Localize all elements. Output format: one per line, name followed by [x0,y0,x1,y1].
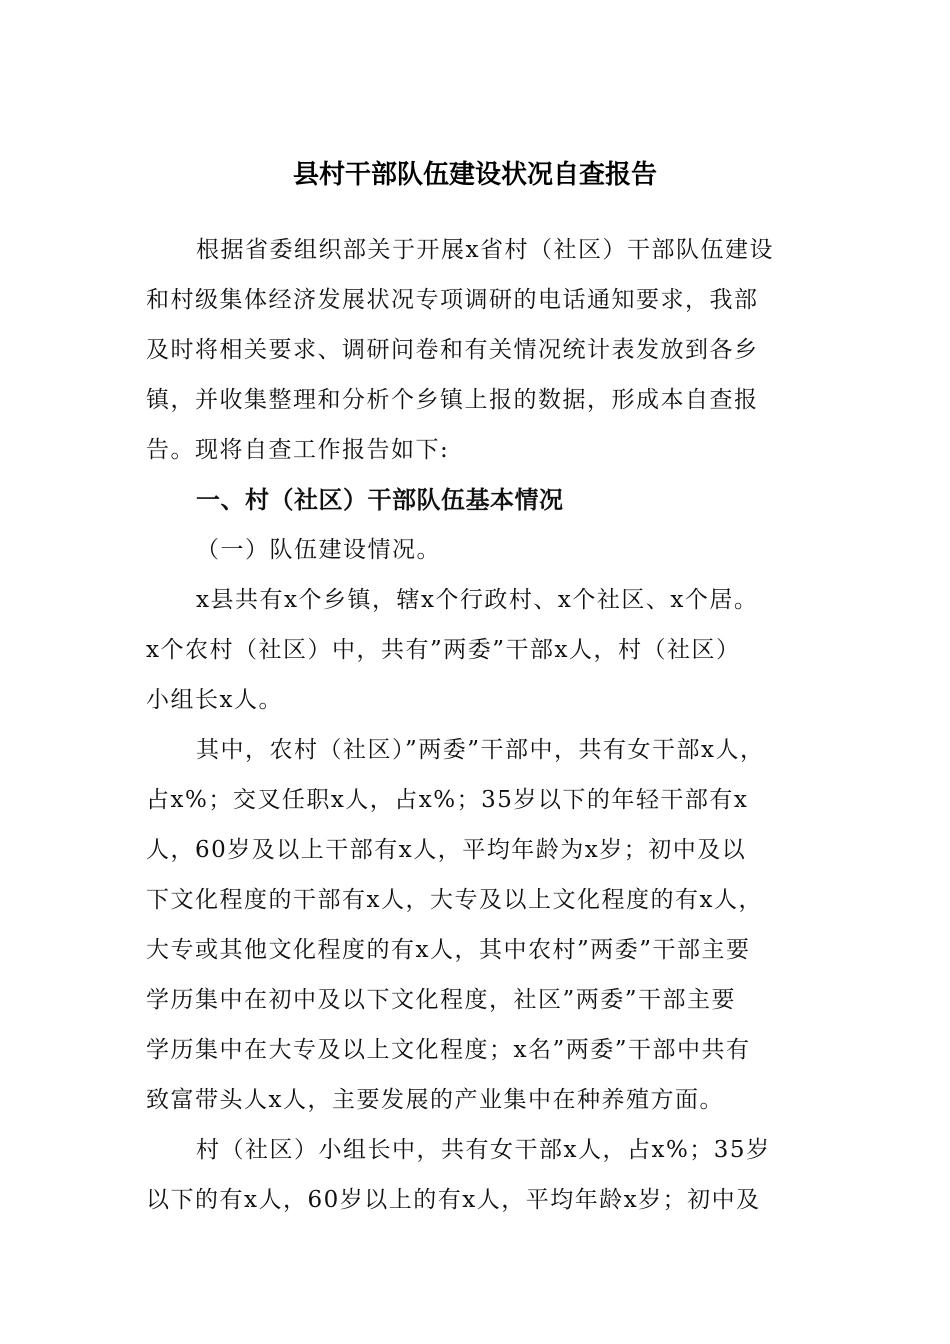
paragraph-line: 以下的有x人，60岁以上的有x人，平均年龄x岁；初中及 [146,1187,761,1213]
subsection-heading: （一）队伍建设情况。 [196,537,441,563]
document-title: 县村干部队伍建设状况自查报告 [292,160,657,190]
paragraph-line: x个农村（社区）中，共有”两委”干部x人，村（社区） [146,637,741,663]
paragraph-line: 学历集中在初中及以下文化程度，社区”两委”干部主要 [146,987,737,1013]
paragraph-line: 下文化程度的干部有x人，大专及以上文化程度的有x人， [146,887,763,913]
paragraph-line: 占x%；交叉任职x人，占x%；35岁以下的年轻干部有x [146,787,749,813]
paragraph-line: 人，60岁及以上干部有x人，平均年龄为x岁；初中及以 [146,837,747,863]
paragraph-line: 及时将相关要求、调研问卷和有关情况统计表发放到各乡 [146,337,759,363]
paragraph-line: 致富带头人x人，主要发展的产业集中在种养殖方面。 [146,1087,724,1113]
paragraph-line: 告。现将自查工作报告如下: [146,437,450,463]
section-heading: 一、村（社区）干部队伍基本情况 [196,486,564,514]
paragraph-line: 和村级集体经济发展状况专项调研的电话通知要求，我部 [146,287,759,313]
paragraph-line: 其中，农村（社区）”两委”干部中，共有女干部x人， [196,737,765,763]
paragraph-line: 大专或其他文化程度的有x人，其中农村”两委”干部主要 [146,937,751,963]
paragraph-line: 镇，并收集整理和分析个乡镇上报的数据，形成本自查报 [146,387,759,413]
paragraph-line: x县共有x个乡镇，辖x个行政村、x个社区、x个居。 [196,587,759,613]
paragraph-line: 根据省委组织部关于开展x省村（社区）干部队伍建设 [196,237,774,263]
paragraph-line: 小组长x人。 [146,687,283,713]
paragraph-line: 学历集中在大专及以上文化程度；x名”两委”干部中共有 [146,1037,751,1063]
paragraph-line: 村（社区）小组长中，共有女干部x人，占x%；35岁 [196,1137,771,1163]
